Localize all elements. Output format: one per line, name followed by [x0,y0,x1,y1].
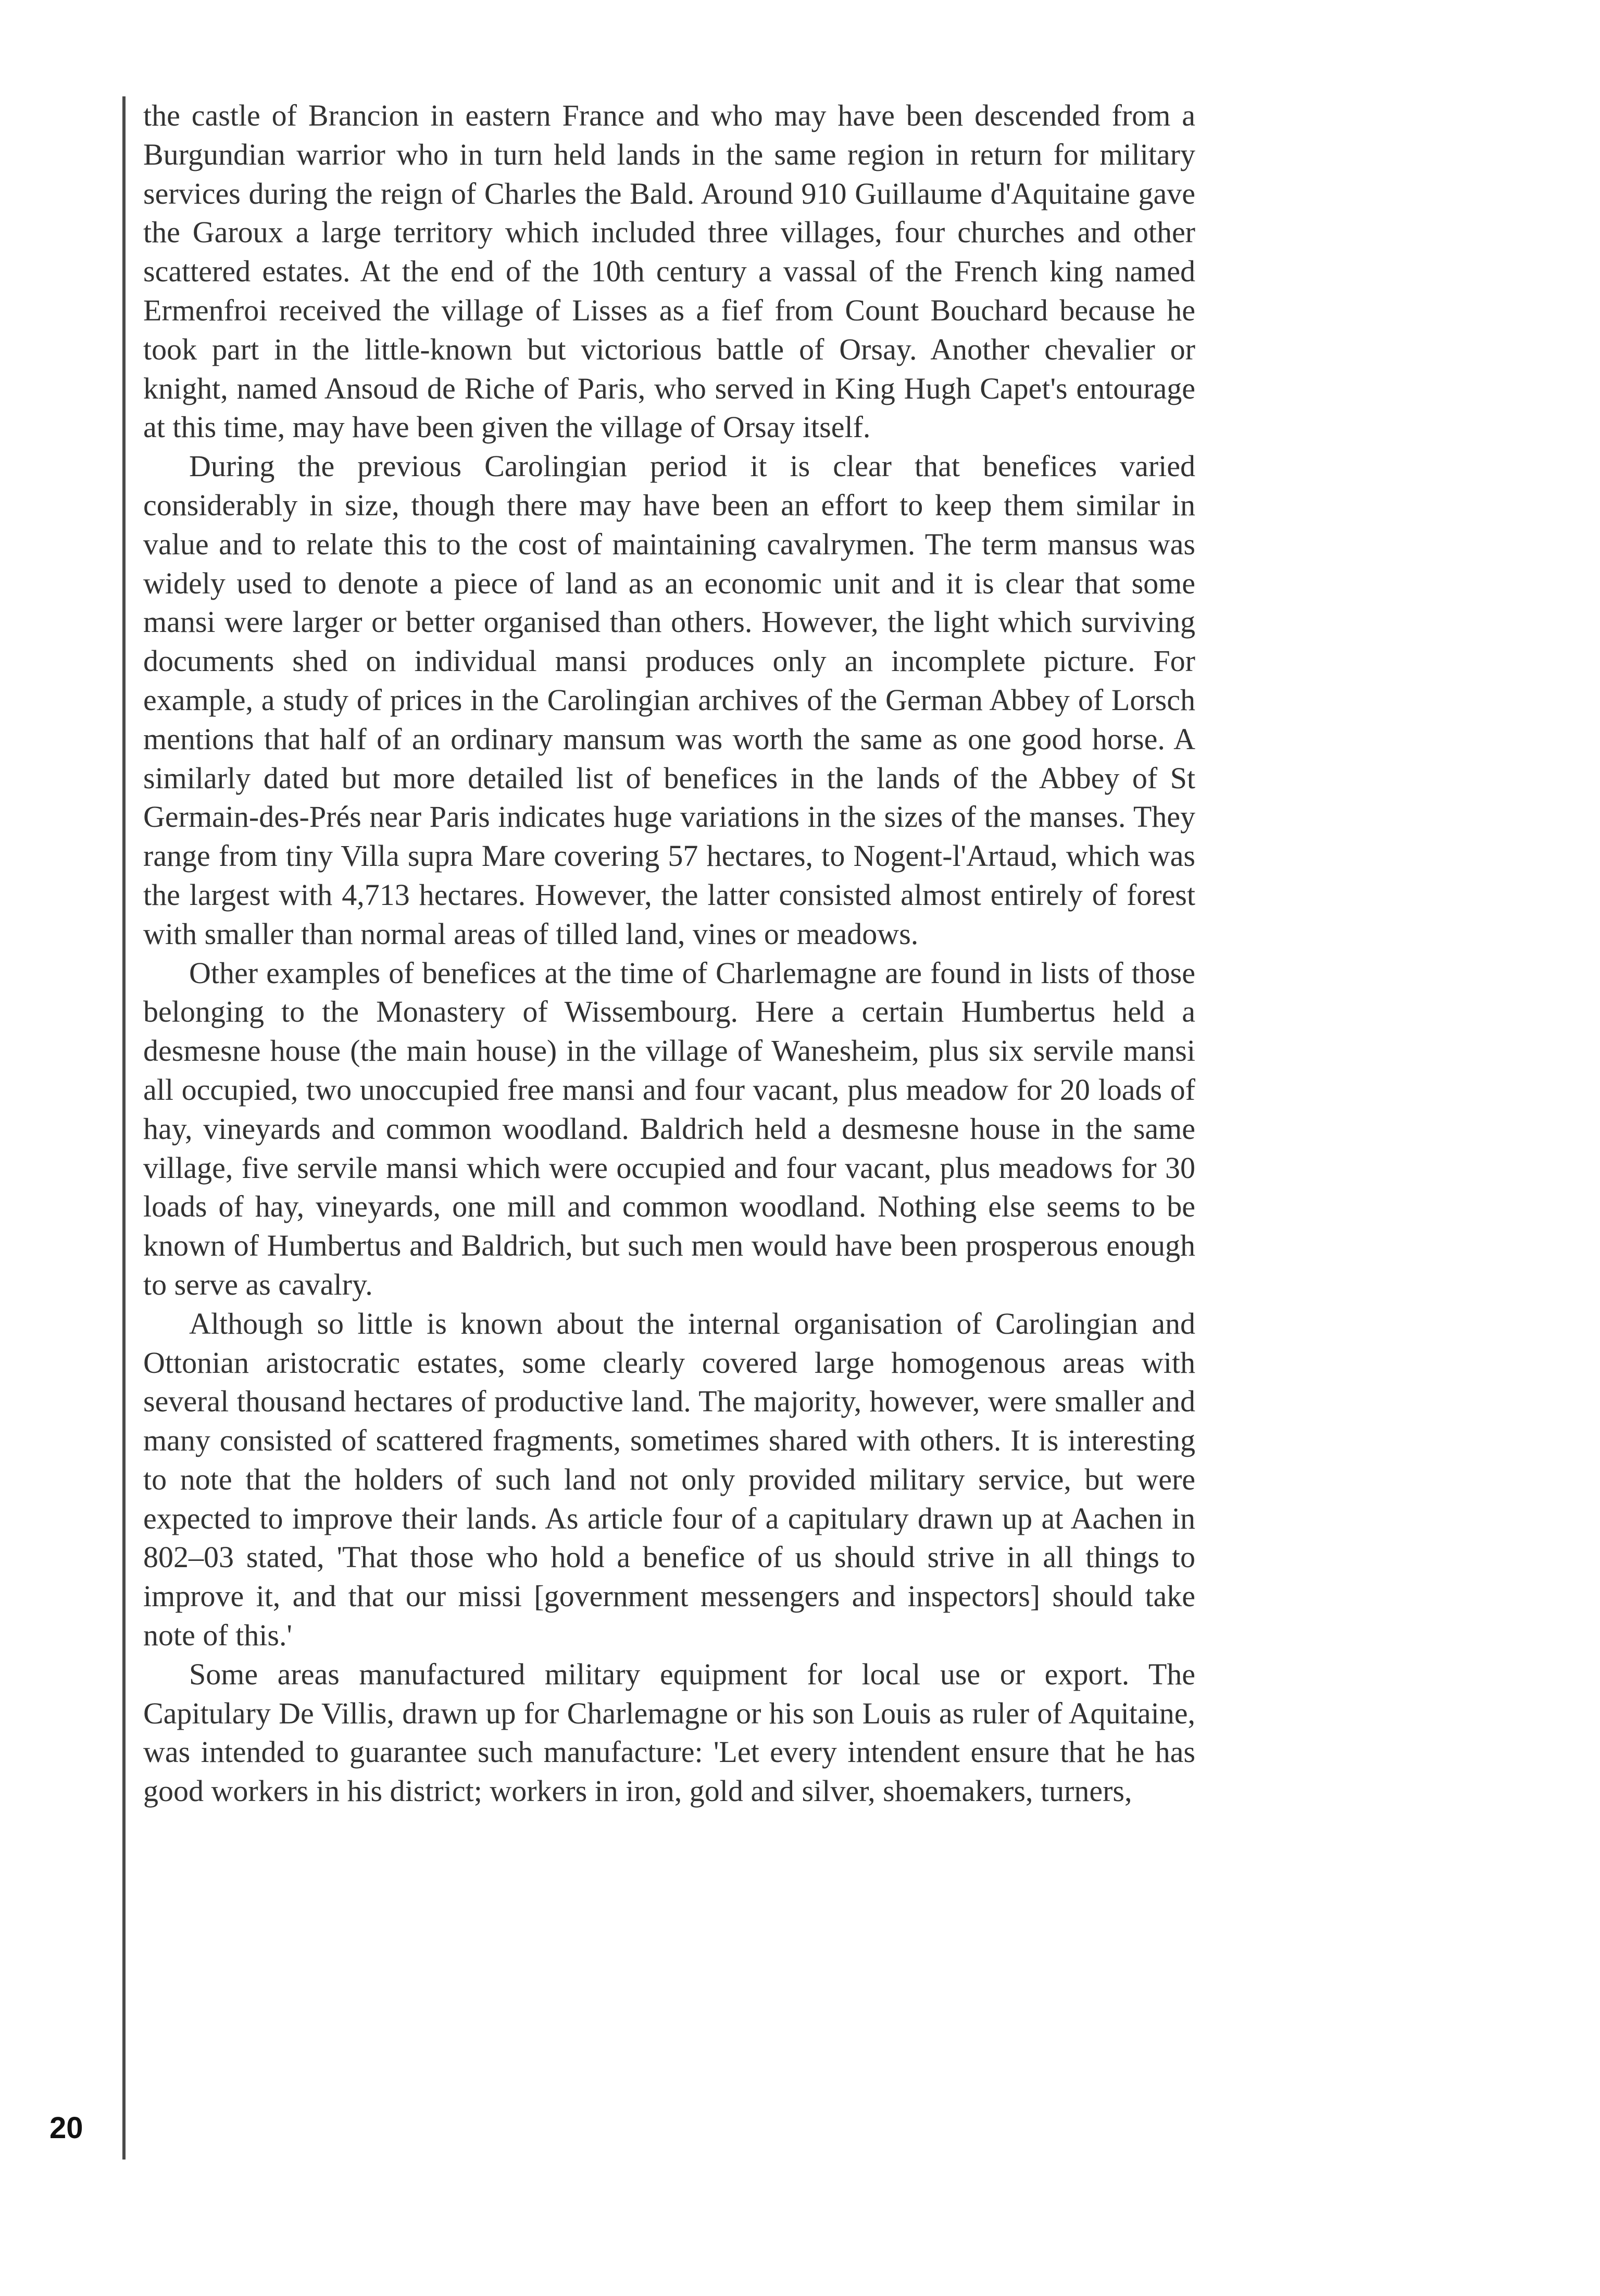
page-number: 20 [49,2111,83,2145]
paragraph-3: Other examples of benefices at the time of Charlemagne are found in lists of those belonging to the Monastery of Wissembourg. Here a certain Humbertus held a desmesne house (the main house) in the village of Wanesheim, plus six servile mansi all occupied, two unoccupied free mansi and four vacant, plus meadow for 20 loads of hay, vineyards and common woodland. Baldrich held a desmesne house in the same village, five servile mansi which were occupied and four vacant, plus meadows for 30 loads of hay, vineyards, one mill and common woodland. Nothing else seems to be known of Humbertus and Baldrich, but such men would have been prosperous enough to serve as cavalry. [143,955,1195,1301]
margin-rule [122,96,126,2160]
paragraph-2: During the previous Carolingian period it is clear that benefices varied considerably in size, though there may have been an effort to keep them similar in value and to relate this to the cost of maintaining cavalrymen. The term mansus was widely used to denote a piece of land as an economic unit and it is clear that some mansi were larger or better organised than others. However, the light which surviving documents shed on individual mansi produces only an incomplete picture. For example, a study of prices in the Carolingian archives of the German Abbey of Lorsch mentions that half of an ordinary mansum was worth the same as one good horse. A similarly dated but more detailed list of benefices in the lands of the Abbey of St Germain-des-Prés near Paris indicates huge variations in the sizes of the manses. They range from tiny Villa supra Mare covering 57 hectares, to Nogent-l'Artaud, which was the largest with 4,713 hectares. However, the latter consisted almost entirely of forest with smaller than normal areas of tilled land, vines or meadows. [143,449,1195,951]
paragraph-1: the castle of Brancion in eastern France and who may have been descended from a Burgundian warrior who in turn held lands in the same region in return for military services during the reign of Charles the Bald. Around 910 Guillaume d'Aquitaine gave the Garoux a large territory which included three villages, four churches and other scattered estates. At the end of the 10th century a vassal of the French king named Ermenfroi received the village of Lisses as a fief from Count Bouchard because he took part in the little-known but victorious battle of Orsay. Another chevalier or knight, named Ansoud de Riche of Paris, who served in King Hugh Capet's entourage at this time, may have been given the village of Orsay itself. [143,98,1195,444]
paragraph-5: Some areas manufactured military equipment for local use or export. The Capitulary De Villis, drawn up for Charlemagne or his son Louis as ruler of Aquitaine, was intended to guarantee such manufacture: 'Let every intendent ensure that he has good workers in his district; workers in iron, gold and silver, shoemakers, turners, [143,1657,1195,1808]
body-text [143,96,1195,1811]
paragraph-4: Although so little is known about the internal organisation of Carolingian and Ottonian aristocratic estates, some clearly covered large homogenous areas with several thousand hectares of productive land. The majority, however, were smaller and many consisted of scattered fragments, sometimes shared with others. It is interesting to note that the holders of such land not only provided military service, but were expected to improve their lands. As article four of a capitulary drawn up at Aachen in 802–03 stated, 'That those who hold a benefice of us should strive in all things to improve it, and that our missi [government messengers and inspectors] should take note of this.' [143,1306,1195,1653]
